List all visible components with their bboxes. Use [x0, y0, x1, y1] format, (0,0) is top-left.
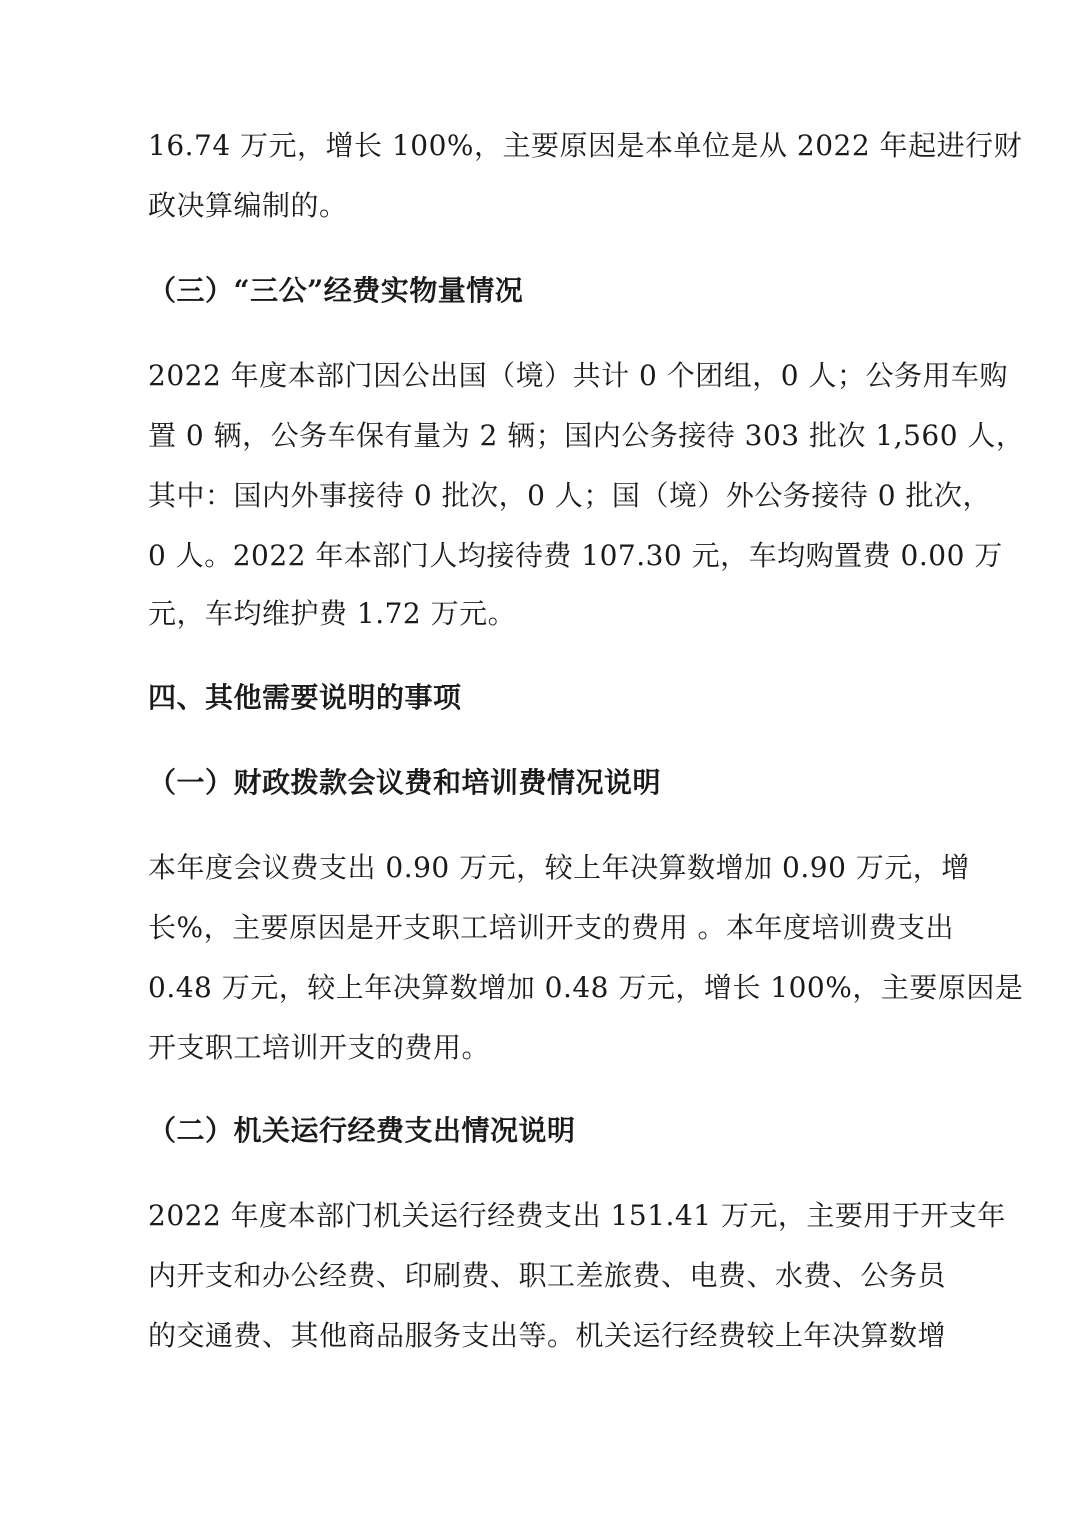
paragraph-line: 政决算编制的。 — [148, 189, 348, 222]
paragraph-line: 0 人。2022 年本部门人均接待费 107.30 元，车均购置费 0.00 万 — [148, 539, 1003, 572]
paragraph-line: 0.48 万元，较上年决算数增加 0.48 万元，增长 100%，主要原因是 — [148, 971, 1024, 1004]
paragraph-line: 长%，主要原因是开支职工培训开支的费用 。本年度培训费支出 — [148, 911, 955, 944]
paragraph-line: 的交通费、其他商品服务支出等。机关运行经费较上年决算数增 — [148, 1319, 947, 1352]
section-heading-3: （三）“三公”经费实物量情况 — [148, 274, 524, 307]
paragraph-line: 开支职工培训开支的费用。 — [148, 1031, 491, 1064]
section-heading-4-1: （一）财政拨款会议费和培训费情况说明 — [148, 766, 662, 799]
paragraph-line: 2022 年度本部门机关运行经费支出 151.41 万元，主要用于开支年 — [148, 1199, 1006, 1232]
paragraph-line: 内开支和办公经费、印刷费、职工差旅费、电费、水费、公务员 — [148, 1259, 947, 1292]
paragraph-line: 置 0 辆，公务车保有量为 2 辆；国内公务接待 303 批次 1,560 人， — [148, 419, 1025, 452]
paragraph-line: 其中：国内外事接待 0 批次，0 人；国（境）外公务接待 0 批次， — [148, 479, 991, 512]
paragraph-line: 16.74 万元，增长 100%，主要原因是本单位是从 2022 年起进行财 — [148, 129, 1023, 162]
section-heading-4-2: （二）机关运行经费支出情况说明 — [148, 1114, 576, 1147]
paragraph-line: 元，车均维护费 1.72 万元。 — [148, 597, 517, 630]
paragraph-line: 本年度会议费支出 0.90 万元，较上年决算数增加 0.90 万元，增 — [148, 851, 970, 884]
section-heading-4: 四、其他需要说明的事项 — [148, 681, 462, 714]
paragraph-line: 2022 年度本部门因公出国（境）共计 0 个团组，0 人；公务用车购 — [148, 359, 1008, 392]
